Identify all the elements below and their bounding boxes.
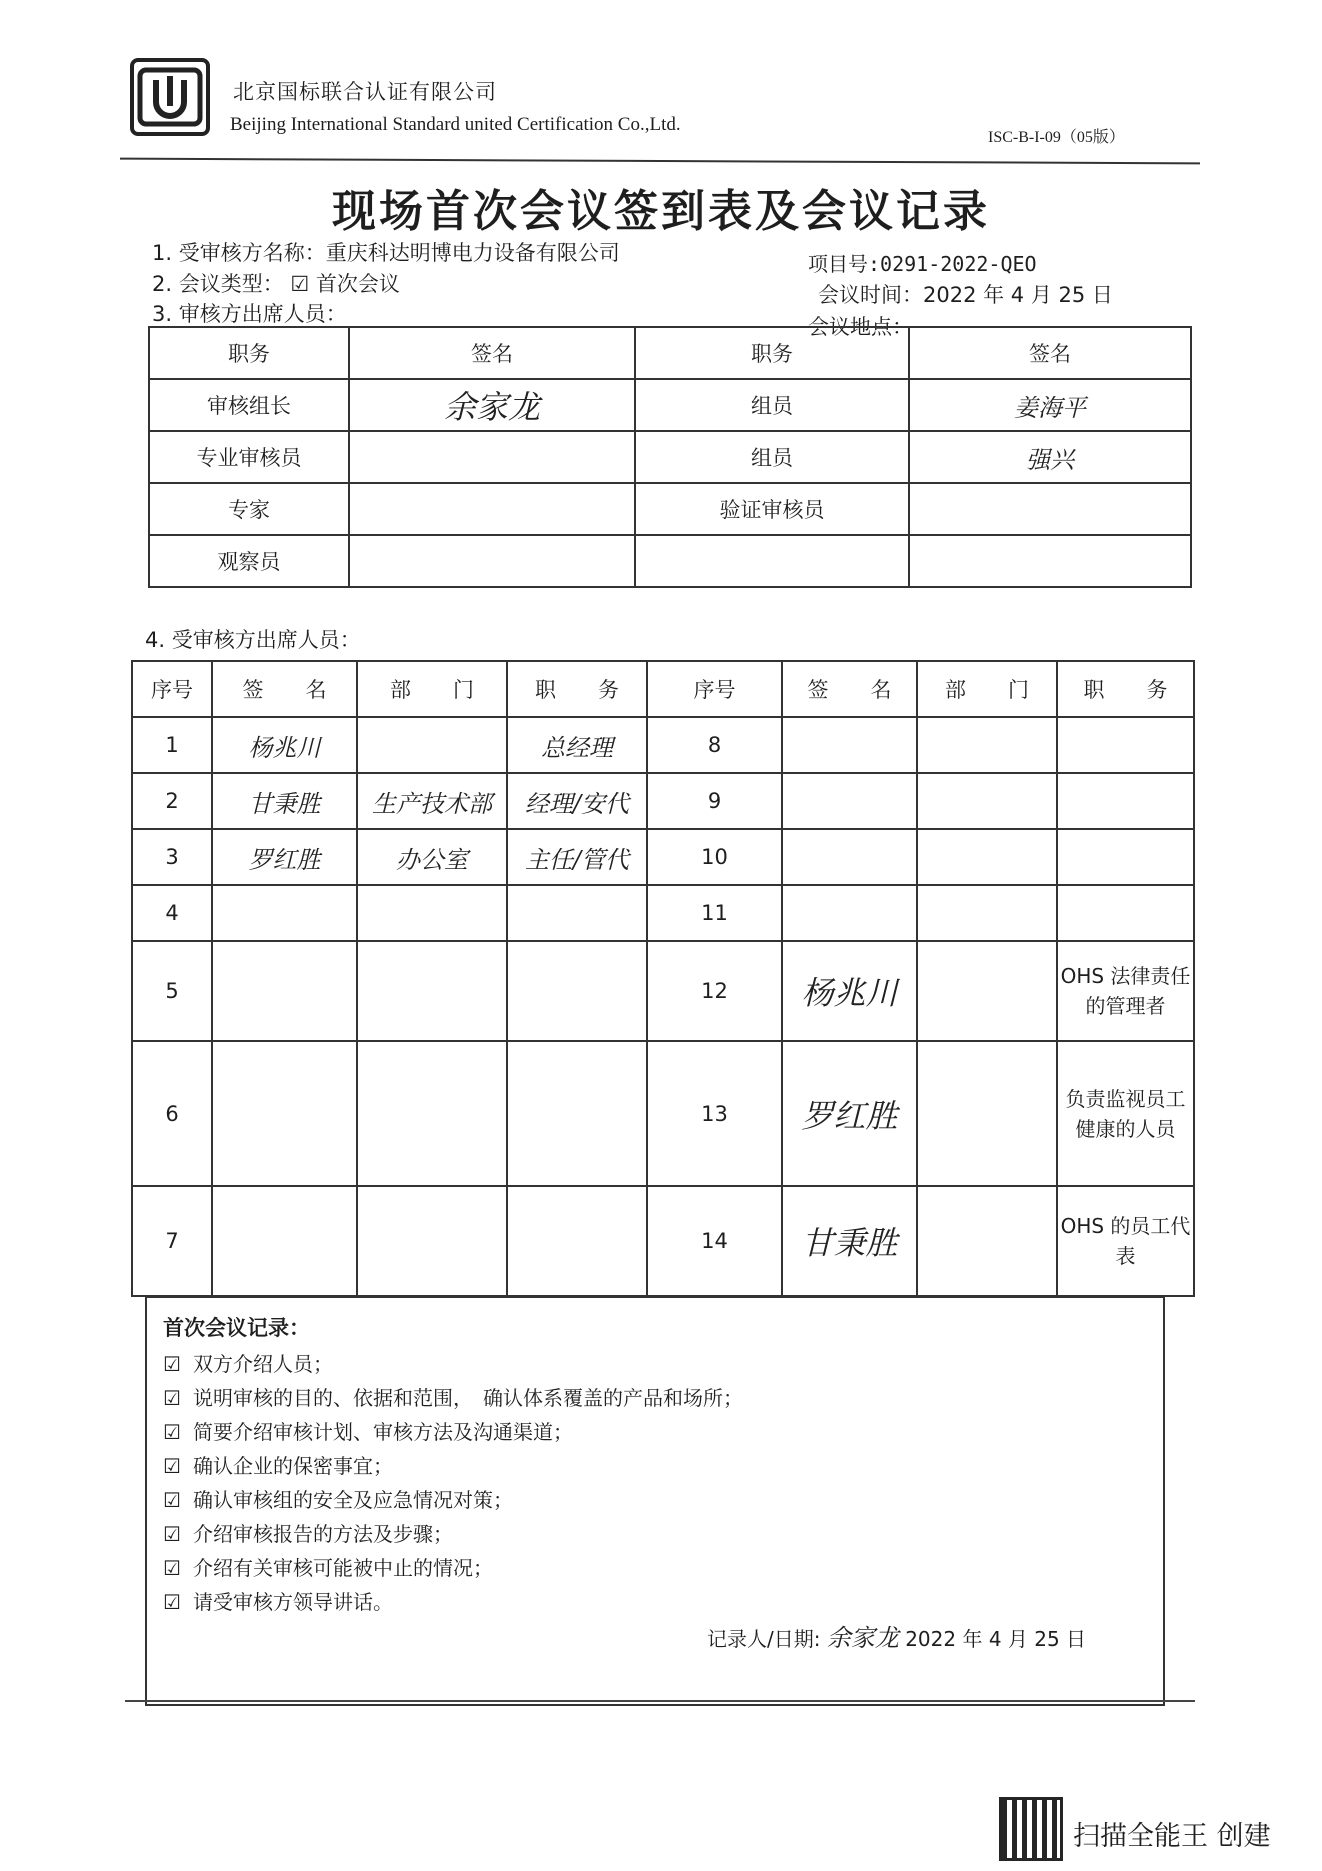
scanner-watermark: 扫描全能王 创建	[1073, 1821, 1271, 1852]
position-cell: 总经理	[507, 717, 647, 773]
department-cell	[917, 1041, 1057, 1186]
record-item-text: 确认审核组的安全及应急情况对策；	[193, 1488, 513, 1512]
header-divider	[120, 158, 1200, 165]
table-row	[132, 829, 1194, 885]
row-number: 3	[132, 829, 212, 885]
table-row	[149, 379, 1191, 431]
signature-cell	[782, 829, 917, 885]
role-cell: 专家	[149, 483, 349, 535]
checkbox-checked-icon: ☑	[163, 1420, 181, 1444]
auditor-table	[148, 326, 1192, 588]
record-item	[163, 1416, 573, 1445]
company-name-en: Beijing International Standard united Certification Co.,Ltd.	[230, 114, 681, 135]
department-cell	[917, 941, 1057, 1041]
role-cell: 验证审核员	[635, 483, 909, 535]
row-number: 6	[132, 1041, 212, 1186]
header-role: 职务	[149, 327, 349, 379]
row-number: 11	[647, 885, 782, 941]
row-number: 8	[647, 717, 782, 773]
department-cell: 生产技术部	[357, 773, 507, 829]
signature-cell	[782, 717, 917, 773]
header-signature: 签 名	[212, 661, 357, 717]
table-row	[149, 483, 1191, 535]
row-number: 5	[132, 941, 212, 1041]
row-number: 10	[647, 829, 782, 885]
record-item	[163, 1586, 393, 1615]
department-cell	[357, 717, 507, 773]
project-number: 项目号:0291-2022-QEO	[808, 252, 1037, 276]
header-no: 序号	[647, 661, 782, 717]
qr-code-icon	[1002, 1800, 1060, 1858]
row-number: 9	[647, 773, 782, 829]
certification-logo-icon	[130, 58, 210, 136]
position-cell	[507, 1041, 647, 1186]
document-code: ISC-B-I-09（05版）	[988, 129, 1125, 146]
header-signature: 签 名	[782, 661, 917, 717]
row-number: 7	[132, 1186, 212, 1296]
position-cell	[1057, 717, 1194, 773]
signature-cell: 余家龙	[349, 379, 635, 431]
signature-cell: 杨兆川	[782, 941, 917, 1041]
checkbox-checked-icon: ☑	[163, 1556, 181, 1580]
auditee-table-header	[132, 661, 1194, 717]
row-number: 13	[647, 1041, 782, 1186]
header-position: 职 务	[1057, 661, 1194, 717]
role-cell: 审核组长	[149, 379, 349, 431]
record-item-text: 介绍有关审核可能被中止的情况；	[193, 1556, 493, 1580]
recorder-line	[707, 1618, 1086, 1653]
signature-cell: 甘秉胜	[782, 1186, 917, 1296]
checkbox-checked-icon: ☑	[163, 1386, 181, 1410]
signature-cell	[212, 941, 357, 1041]
signature-cell: 罗红胜	[782, 1041, 917, 1186]
department-cell	[917, 885, 1057, 941]
header-department: 部 门	[357, 661, 507, 717]
auditee-name: 重庆科达明博电力设备有限公司	[325, 241, 620, 265]
record-title: 首次会议记录：	[163, 1316, 310, 1340]
table-row	[149, 535, 1191, 587]
row-number: 1	[132, 717, 212, 773]
record-item	[163, 1382, 743, 1411]
row-number: 12	[647, 941, 782, 1041]
position-cell: OHS 法律责任的管理者	[1057, 941, 1194, 1041]
company-name-cn: 北京国标联合认证有限公司	[233, 80, 497, 104]
signature-cell: 甘秉胜	[212, 773, 357, 829]
auditee-table	[131, 660, 1195, 1297]
auditee-label: 1. 受审核方名称：	[152, 241, 326, 265]
row-number: 4	[132, 885, 212, 941]
auditee-attendees-label: 4. 受审核方出席人员：	[145, 628, 361, 652]
signature-cell: 姜海平	[909, 379, 1191, 431]
row-number: 14	[647, 1186, 782, 1296]
meeting-place: 会议地点：	[808, 315, 913, 339]
record-item	[163, 1348, 333, 1377]
auditee-line	[152, 237, 620, 267]
meeting-type-line	[152, 268, 400, 298]
role-cell: 观察员	[149, 535, 349, 587]
header-signature: 签名	[349, 327, 635, 379]
record-item	[163, 1552, 493, 1581]
signature-cell: 强兴	[909, 431, 1191, 483]
record-item-text: 简要介绍审核计划、审核方法及沟通渠道；	[193, 1420, 573, 1444]
auditor-attendees-label: 3. 审核方出席人员：	[152, 302, 347, 326]
header-signature: 签名	[909, 327, 1191, 379]
department-cell	[357, 885, 507, 941]
table-row	[132, 773, 1194, 829]
header-no: 序号	[132, 661, 212, 717]
department-cell	[357, 1186, 507, 1296]
table-row	[132, 941, 1194, 1041]
role-cell: 专业审核员	[149, 431, 349, 483]
header-position: 职 务	[507, 661, 647, 717]
signature-cell	[212, 1041, 357, 1186]
record-item	[163, 1484, 513, 1513]
position-cell: OHS 的员工代表	[1057, 1186, 1194, 1296]
signature-cell	[212, 885, 357, 941]
table-row	[132, 1041, 1194, 1186]
position-cell	[1057, 829, 1194, 885]
department-cell	[917, 1186, 1057, 1296]
checkbox-checked-icon: ☑	[163, 1454, 181, 1478]
table-row	[132, 885, 1194, 941]
header-department: 部 门	[917, 661, 1057, 717]
table-row	[132, 1186, 1194, 1296]
record-item-text: 双方介绍人员；	[193, 1352, 333, 1376]
meeting-time: 会议时间：2022 年 4 月 25 日	[818, 283, 1113, 307]
bottom-divider	[125, 1700, 1195, 1702]
checkbox-checked-icon: ☑	[290, 272, 310, 296]
department-cell	[357, 941, 507, 1041]
meeting-type: 首次会议	[315, 272, 400, 296]
document-title: 现场首次会议签到表及会议记录	[332, 186, 990, 237]
signature-cell	[909, 535, 1191, 587]
position-cell	[1057, 885, 1194, 941]
position-cell	[507, 1186, 647, 1296]
signature-cell	[349, 431, 635, 483]
signature-cell: 杨兆川	[212, 717, 357, 773]
table-row	[149, 431, 1191, 483]
meeting-type-label: 2. 会议类型：	[152, 272, 284, 296]
row-number: 2	[132, 773, 212, 829]
position-cell: 主任/管代	[507, 829, 647, 885]
record-item	[163, 1518, 453, 1547]
signature-cell	[212, 1186, 357, 1296]
recorder-date: 2022 年 4 月 25 日	[905, 1627, 1087, 1651]
department-cell	[357, 1041, 507, 1186]
role-cell: 组员	[635, 379, 909, 431]
position-cell	[507, 941, 647, 1041]
signature-cell	[349, 483, 635, 535]
table-row	[132, 717, 1194, 773]
signature-cell	[782, 773, 917, 829]
header-role: 职务	[635, 327, 909, 379]
recorder-label: 记录人/日期:	[707, 1627, 821, 1651]
recorder-signature: 余家龙	[826, 1624, 899, 1652]
position-cell	[1057, 773, 1194, 829]
position-cell: 经理/安代	[507, 773, 647, 829]
department-cell	[917, 829, 1057, 885]
checkbox-checked-icon: ☑	[163, 1352, 181, 1376]
record-item-text: 介绍审核报告的方法及步骤；	[193, 1522, 453, 1546]
department-cell: 办公室	[357, 829, 507, 885]
checkbox-checked-icon: ☑	[163, 1488, 181, 1512]
checkbox-checked-icon: ☑	[163, 1522, 181, 1546]
signature-cell	[782, 885, 917, 941]
record-item	[163, 1450, 393, 1479]
record-item-text: 说明审核的目的、依据和范围， 确认体系覆盖的产品和场所；	[193, 1386, 743, 1410]
signature-cell: 罗红胜	[212, 829, 357, 885]
position-cell: 负责监视员工健康的人员	[1057, 1041, 1194, 1186]
department-cell	[917, 773, 1057, 829]
position-cell	[507, 885, 647, 941]
checkbox-checked-icon: ☑	[163, 1590, 181, 1614]
auditor-table-header	[149, 327, 1191, 379]
department-cell	[917, 717, 1057, 773]
record-item-text: 请受审核方领导讲话。	[193, 1590, 393, 1614]
role-cell: 组员	[635, 431, 909, 483]
record-item-text: 确认企业的保密事宜；	[193, 1454, 393, 1478]
signature-cell	[349, 535, 635, 587]
role-cell	[635, 535, 909, 587]
meeting-record-box	[145, 1296, 1165, 1706]
signature-cell	[909, 483, 1191, 535]
